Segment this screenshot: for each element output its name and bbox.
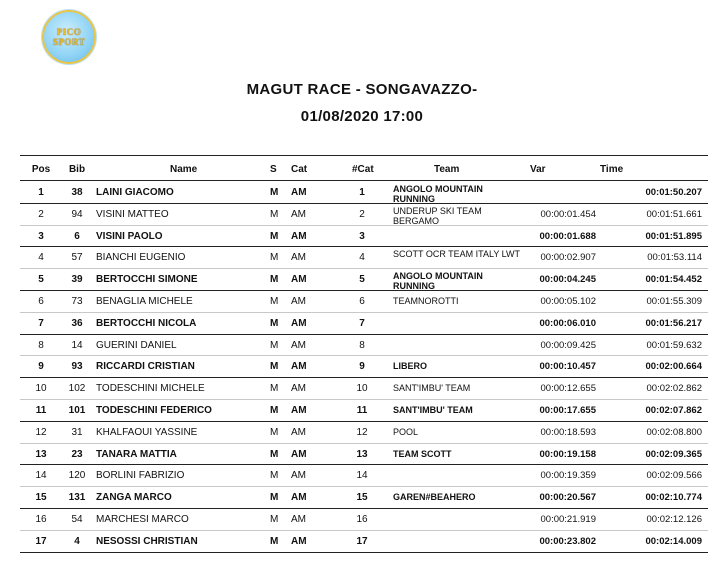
row-team: SANT'IMBU' TEAM [393, 383, 471, 394]
row-team: SANT'IMBU' TEAM [393, 404, 473, 415]
row-sex: M [270, 230, 279, 242]
row-time: 00:02:02.862 [646, 383, 702, 395]
row-category-rank: 5 [359, 274, 365, 286]
row-category: AM [291, 404, 307, 416]
row-sex: M [270, 383, 279, 395]
row-position: 7 [38, 317, 44, 329]
row-category-rank: 16 [356, 513, 368, 525]
row-category-rank: 10 [356, 383, 368, 395]
row-category-rank: 14 [356, 470, 368, 482]
row-time: 00:01:56.217 [645, 317, 702, 329]
row-gap: 00:00:19.359 [540, 470, 596, 482]
row-time: 00:01:53.114 [647, 252, 702, 264]
row-gap: 00:00:06.010 [539, 317, 596, 329]
row-sex: M [270, 448, 279, 460]
header-divider [20, 180, 708, 181]
row-sex: M [270, 252, 279, 264]
row-sex: M [270, 535, 279, 547]
row-time: 00:01:54.452 [645, 274, 702, 286]
row-category-rank: 6 [359, 295, 365, 307]
row-category: AM [291, 274, 307, 286]
row-category-rank: 17 [356, 535, 368, 547]
row-bib: 54 [71, 513, 83, 525]
row-position: 3 [38, 230, 44, 242]
row-bib: 14 [71, 339, 83, 351]
row-team: GAREN#BEAHERO [393, 492, 476, 503]
row-team: POOL [393, 426, 419, 437]
results-table-body [20, 182, 708, 553]
row-time: 00:02:09.566 [646, 470, 702, 482]
table-row [20, 269, 708, 291]
row-time: 00:02:14.009 [645, 535, 702, 547]
top-divider [20, 155, 708, 156]
row-team: SCOTT OCR TEAM ITALY LWT [393, 249, 521, 260]
row-bib: 23 [71, 448, 83, 460]
row-team: UNDERUP SKI TEAM BERGAMO [393, 205, 482, 226]
row-category: AM [291, 426, 306, 438]
row-gap: 00:00:05.102 [540, 295, 596, 307]
row-athlete-name: GUERINI DANIEL [96, 339, 177, 351]
row-bib: 31 [71, 426, 83, 438]
row-category-rank: 4 [359, 252, 365, 264]
row-time: 00:02:12.126 [646, 513, 702, 525]
header-gap: Var [530, 164, 546, 175]
row-time: 00:02:00.664 [645, 361, 702, 373]
row-team: ANGOLO MOUNTAIN RUNNING [393, 184, 483, 204]
row-time: 00:02:08.800 [646, 426, 702, 438]
table-row [20, 400, 708, 422]
row-team: ANGOLO MOUNTAIN RUNNING [393, 271, 483, 292]
row-time: 00:01:51.661 [646, 208, 702, 220]
row-bib: 94 [71, 208, 83, 220]
row-sex: M [270, 361, 279, 373]
row-athlete-name: TODESCHINI MICHELE [96, 383, 205, 395]
row-sex: M [270, 492, 279, 504]
row-category-rank: 2 [359, 208, 365, 220]
row-gap: 00:00:02.907 [540, 252, 596, 264]
row-gap: 00:00:21.919 [540, 513, 596, 525]
row-category: AM [291, 535, 307, 547]
row-category-rank: 9 [359, 361, 365, 373]
row-bib: 102 [68, 383, 86, 395]
row-sex: M [270, 187, 279, 198]
row-category: AM [291, 470, 306, 482]
row-athlete-name: BORLINI FABRIZIO [96, 470, 185, 482]
row-category-rank: 3 [359, 230, 365, 242]
row-athlete-name: BERTOCCHI NICOLA [96, 317, 197, 329]
row-category-rank: 15 [356, 492, 368, 504]
row-category: AM [291, 383, 306, 395]
row-athlete-name: KHALFAOUI YASSINE [96, 426, 198, 438]
row-category: AM [291, 361, 307, 373]
row-gap: 00:00:23.802 [539, 535, 596, 547]
row-position: 14 [35, 470, 47, 482]
row-bib: 101 [68, 404, 86, 416]
row-bib: 131 [68, 492, 86, 504]
row-team: TEAM SCOTT [393, 448, 452, 459]
row-gap: 00:00:01.688 [539, 230, 596, 242]
row-gap: 00:00:12.655 [540, 383, 596, 395]
row-gap: 00:00:10.457 [539, 361, 596, 373]
table-row [20, 465, 708, 487]
table-row [20, 422, 708, 444]
table-row [20, 509, 708, 531]
row-athlete-name: VISINI PAOLO [96, 230, 163, 242]
header-team: Team [434, 164, 460, 175]
row-team: LIBERO [393, 361, 428, 372]
header-sex: S [270, 164, 277, 175]
row-bib: 6 [74, 230, 80, 242]
row-category: AM [291, 492, 307, 504]
row-category-rank: 12 [356, 426, 368, 438]
row-category-rank: 13 [356, 448, 368, 460]
header-category: Cat [291, 164, 308, 175]
row-position: 1 [38, 187, 44, 198]
row-position: 5 [38, 274, 44, 286]
table-row [20, 182, 708, 204]
table-row [20, 313, 708, 335]
row-sex: M [270, 339, 279, 351]
row-sex: M [270, 317, 279, 329]
header-pos: Pos [31, 164, 51, 175]
table-row [20, 291, 708, 313]
row-category: AM [291, 513, 306, 525]
row-athlete-name: VISINI MATTEO [96, 208, 169, 220]
table-header [20, 164, 708, 180]
row-position: 6 [38, 295, 44, 307]
table-row [20, 204, 708, 226]
row-position: 17 [35, 535, 47, 547]
logo-text-line1: PICO [56, 27, 82, 37]
row-bib: 4 [74, 535, 80, 547]
row-position: 8 [38, 339, 44, 351]
row-position: 10 [35, 383, 47, 395]
row-time: 00:02:07.862 [645, 404, 702, 416]
row-sex: M [270, 513, 279, 525]
pico-sport-logo [42, 10, 96, 64]
table-row [20, 378, 708, 400]
row-bib: 39 [71, 274, 83, 286]
row-sex: M [270, 470, 279, 482]
row-bib: 73 [71, 295, 83, 307]
row-position: 4 [38, 252, 44, 264]
row-gap: 00:00:04.245 [539, 274, 596, 286]
row-gap: 00:00:01.454 [540, 208, 596, 220]
row-time: 00:01:55.309 [646, 295, 702, 307]
row-position: 12 [35, 426, 47, 438]
row-athlete-name: ZANGA MARCO [96, 492, 172, 504]
table-row [20, 356, 708, 378]
row-time: 00:01:51.895 [645, 230, 702, 242]
header-category-rank: #Cat [352, 164, 374, 175]
row-category-rank: 1 [359, 187, 365, 198]
row-time: 00:02:10.774 [645, 492, 702, 504]
row-position: 11 [35, 404, 47, 416]
row-athlete-name: TANARA MATTIA [96, 448, 177, 460]
row-sex: M [270, 404, 279, 416]
event-title: MAGUT RACE - SONGAVAZZO- [246, 81, 478, 98]
row-category-rank: 8 [359, 339, 365, 351]
row-athlete-name: LAINI GIACOMO [96, 187, 174, 198]
header-time: Time [600, 164, 624, 175]
row-athlete-name: BERTOCCHI SIMONE [96, 274, 198, 286]
row-sex: M [270, 274, 279, 286]
row-gap: 00:00:09.425 [540, 339, 596, 351]
row-bib: 120 [68, 470, 86, 482]
row-category: AM [291, 339, 306, 351]
row-position: 9 [38, 361, 44, 373]
table-row [20, 531, 708, 553]
row-category: AM [291, 230, 307, 242]
row-athlete-name: TODESCHINI FEDERICO [96, 404, 212, 416]
row-category: AM [291, 208, 306, 220]
row-bib: 93 [71, 361, 83, 373]
row-team: TEAMNOROTTI [393, 295, 459, 306]
row-time: 00:01:59.632 [646, 339, 702, 351]
row-category: AM [291, 187, 307, 198]
row-gap: 00:00:18.593 [540, 426, 596, 438]
row-gap: 00:00:20.567 [539, 492, 596, 504]
row-bib: 36 [71, 317, 83, 329]
header-bib: Bib [68, 164, 86, 175]
row-category: AM [291, 317, 307, 329]
row-sex: M [270, 208, 279, 220]
row-bib: 57 [71, 252, 83, 264]
row-athlete-name: NESOSSI CHRISTIAN [96, 535, 198, 547]
row-category-rank: 7 [359, 317, 365, 329]
row-gap: 00:00:17.655 [539, 404, 596, 416]
row-athlete-name: BENAGLIA MICHELE [96, 295, 193, 307]
row-sex: M [270, 295, 279, 307]
table-row [20, 444, 708, 466]
event-datetime: 01/08/2020 17:00 [300, 108, 424, 125]
row-category: AM [291, 295, 306, 307]
row-category-rank: 11 [356, 404, 368, 416]
row-athlete-name: RICCARDI CRISTIAN [96, 361, 195, 373]
row-gap: 00:00:19.158 [539, 448, 596, 460]
row-athlete-name: BIANCHI EUGENIO [96, 252, 186, 264]
table-row [20, 335, 708, 357]
row-athlete-name: MARCHESI MARCO [96, 513, 189, 525]
header-name: Name [170, 164, 198, 175]
row-position: 13 [35, 448, 47, 460]
row-position: 2 [38, 208, 44, 220]
row-position: 15 [35, 492, 47, 504]
row-time: 00:02:09.365 [645, 448, 702, 460]
row-position: 16 [35, 513, 47, 525]
row-sex: M [270, 426, 279, 438]
row-category: AM [291, 448, 307, 460]
row-category: AM [291, 252, 306, 264]
logo-text-line2: SPORT [52, 37, 86, 47]
row-bib: 38 [71, 187, 83, 198]
table-row [20, 247, 708, 269]
table-row [20, 226, 708, 248]
table-row [20, 487, 708, 509]
row-time: 00:01:50.207 [645, 187, 702, 198]
